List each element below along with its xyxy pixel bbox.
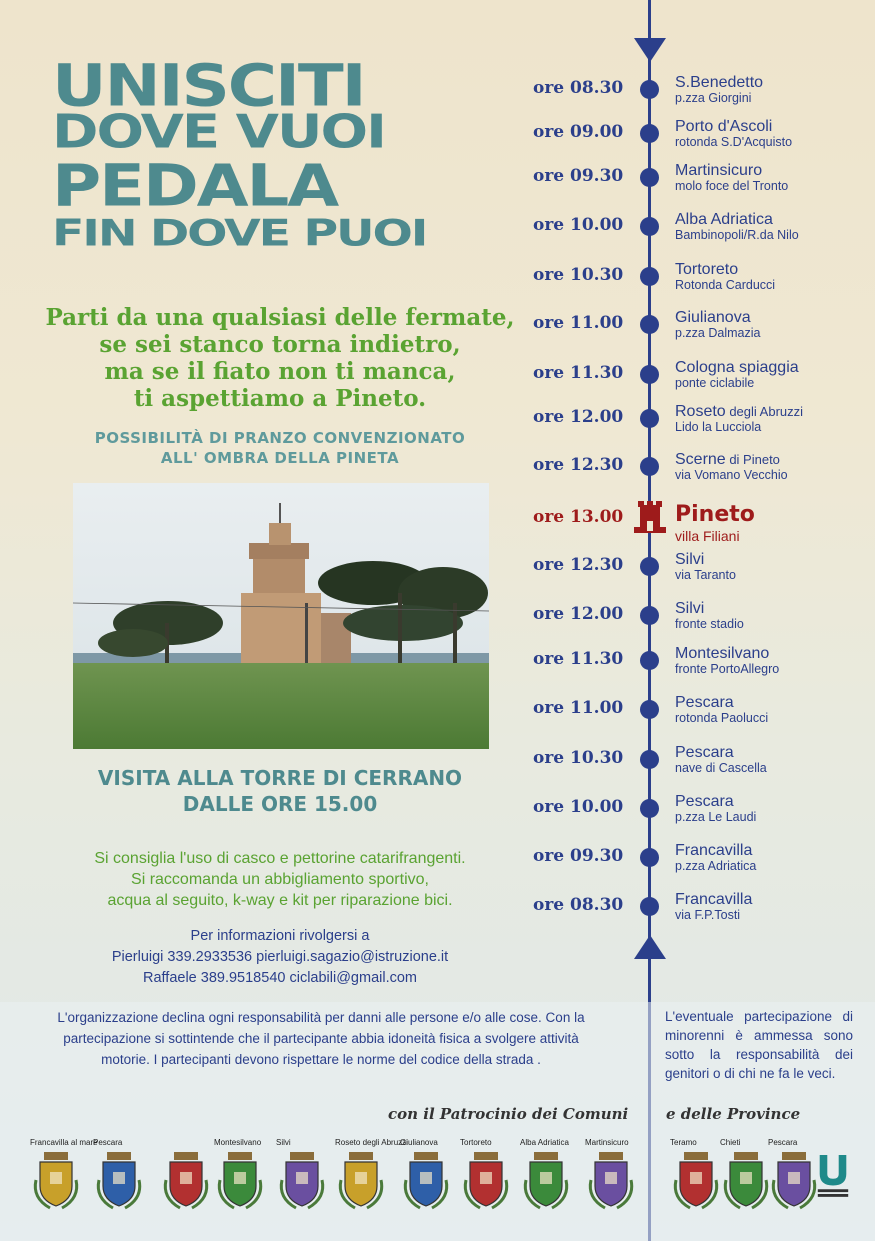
stop-marker [640, 168, 659, 187]
stop-time: ore 11.00 [533, 698, 624, 718]
stop-marker [640, 217, 659, 236]
provincia-crest-icon [768, 1150, 820, 1212]
comune-crest-label: Martinsicuro [585, 1138, 629, 1147]
stop-place-name: Porto d'Ascoli [675, 118, 773, 135]
headline-line-3: PEDALA [52, 153, 338, 221]
comune-crest-icon [400, 1150, 452, 1212]
headline-line-1: UNISCITI [52, 53, 365, 121]
stop-place [675, 119, 772, 135]
stop-time: ore 12.30 [533, 555, 624, 575]
stop-place [675, 601, 704, 617]
stop-place [675, 75, 763, 91]
stop-place-extra: di Pineto [725, 452, 780, 467]
stop-place [675, 262, 738, 278]
comune-crest-label: Francavilla al mare [30, 1138, 98, 1147]
comune-crest-label: Silvi [276, 1138, 291, 1147]
stop-marker [640, 80, 659, 99]
intro-line: ma se il fiato non ti manca, [104, 358, 456, 385]
patronage-province: e delle Province [666, 1105, 801, 1123]
contacts [80, 926, 480, 989]
stop-place-name: Scerne [675, 451, 726, 468]
stop-time: ore 12.00 [533, 407, 624, 427]
stop-time: ore 12.30 [533, 455, 624, 475]
headline-line-4: FIN DOVE PUOI [52, 212, 427, 255]
stop-time: ore 12.00 [533, 604, 624, 624]
stop-time: ore 09.30 [533, 166, 624, 186]
contacts-heading: Per informazioni rivolgersi a [190, 928, 370, 944]
lunch-line: POSSIBILITÀ DI PRANZO CONVENZIONATO [94, 429, 466, 447]
stop-address: p.zza Adriatica [675, 859, 757, 873]
stop-place-name: Martinsicuro [675, 162, 763, 179]
stop-address: p.zza Dalmazia [675, 326, 761, 340]
advice-text [20, 848, 540, 911]
stop-time: ore 08.30 [533, 895, 624, 915]
stop-time: ore 09.00 [533, 122, 624, 142]
stop-marker [640, 557, 659, 576]
comune-crest-label: Montesilvano [214, 1138, 262, 1147]
stop-place-name: Tortoreto [675, 261, 739, 278]
headline-line-2: DOVE VUOI [52, 105, 385, 160]
stop-marker [640, 897, 659, 916]
stop-marker [640, 365, 659, 384]
stop-marker [640, 799, 659, 818]
minors-note: L'eventuale partecipazione di minorenni è ammessa sono sotto la responsabilità dei genitori o di chi ne fa le veci. [665, 1009, 853, 1081]
stop-address: p.zza Le Laudi [675, 810, 757, 824]
stop-place [675, 452, 780, 468]
intro-text [30, 304, 530, 412]
stop-time: ore 10.00 [533, 215, 624, 235]
disclaimer-line: partecipazione si sottintende che il partecipante abbia idoneità fisica a svolgere attività [63, 1031, 579, 1046]
stop-marker [640, 606, 659, 625]
provincia-logo-icon [814, 1150, 852, 1200]
headline [52, 53, 522, 255]
stop-time: ore 09.30 [533, 846, 624, 866]
stop-place-name: S.Benedetto [675, 74, 764, 91]
provincia-crest-icon [720, 1150, 772, 1212]
stop-place [675, 552, 704, 568]
stop-address: molo foce del Tronto [675, 179, 789, 193]
stop-place [675, 404, 803, 420]
stop-address: Rotonda Carducci [675, 278, 776, 292]
stop-place [675, 310, 751, 326]
stop-place-name: Pescara [675, 744, 734, 761]
contact-pierluigi: Pierluigi 339.2933536 pierluigi.sagazio@istruzione.it [111, 949, 449, 965]
arrow-up-icon [634, 935, 666, 959]
comune-crest-icon [276, 1150, 328, 1212]
stop-place-name: Pescara [675, 793, 734, 810]
comune-crest-icon [335, 1150, 387, 1212]
stop-address: p.zza Giorgini [675, 91, 752, 105]
stop-place-name: Montesilvano [675, 645, 770, 662]
stop-address: rotonda Paolucci [675, 711, 769, 725]
lunch-note [30, 428, 530, 468]
disclaimer-line: motorie. I partecipanti devono rispettare le norme del codice della strada . [101, 1052, 541, 1067]
intro-line: ti aspettiamo a Pineto. [133, 385, 427, 412]
comune-crest-icon [520, 1150, 572, 1212]
stop-address: via F.P.Tosti [675, 908, 741, 922]
advice-line: Si raccomanda un abbigliamento sportivo, [131, 871, 429, 888]
stop-marker [640, 651, 659, 670]
comune-crest-icon [160, 1150, 212, 1212]
stop-place [675, 212, 773, 228]
intro-line: se sei stanco torna indietro, [99, 331, 461, 358]
comune-crest-icon [214, 1150, 266, 1212]
stop-place [675, 892, 752, 908]
provincia-crest-label: Chieti [720, 1138, 741, 1147]
stop-marker [640, 124, 659, 143]
visit-line: DALLE ORE 15.00 [182, 792, 378, 816]
stop-place-name: Cologna spiaggia [675, 359, 799, 376]
disclaimer [10, 1007, 632, 1070]
provincia-crest-label: Teramo [670, 1138, 697, 1147]
comune-crest-icon [93, 1150, 145, 1212]
patronage-comuni: con il Patrocinio dei Comuni [388, 1105, 629, 1123]
stop-place [675, 695, 734, 711]
stop-place [675, 745, 734, 761]
stop-place [675, 794, 734, 810]
stop-place [675, 646, 769, 662]
arrow-down-icon [634, 38, 666, 62]
stop-place [675, 360, 799, 376]
stop-place-extra: degli Abruzzi [725, 404, 804, 419]
lunch-line: ALL' OMBRA DELLA PINETA [160, 449, 400, 467]
provincia-crest-label: Pescara [768, 1138, 798, 1147]
contact-raffaele: Raffaele 389.9518540 ciclabili@gmail.com [143, 970, 417, 986]
stop-marker [640, 750, 659, 769]
disclaimer-line: L'organizzazione declina ogni responsabilità per danni alle persone e/o alle cose. Con la [57, 1010, 585, 1025]
stop-time: ore 11.30 [533, 363, 624, 383]
stop-marker [640, 409, 659, 428]
stop-time: ore 11.00 [533, 313, 624, 333]
stop-address: fronte PortoAllegro [675, 662, 780, 676]
intro-line: Parti da una qualsiasi delle fermate, [45, 304, 515, 331]
tower-icon [630, 497, 670, 537]
highlight-place: Pineto [675, 502, 755, 527]
highlight-sub: villa Filiani [675, 528, 740, 544]
stop-place [675, 843, 752, 859]
stop-address: ponte ciclabile [675, 376, 755, 390]
stop-address: fronte stadio [675, 617, 744, 631]
stop-place-name: Francavilla [675, 891, 753, 908]
stop-place-name: Silvi [675, 600, 705, 617]
comune-crest-label: Tortoreto [460, 1138, 492, 1147]
comune-crest-label: Giulianova [400, 1138, 438, 1147]
visit-note [30, 765, 530, 817]
comune-crest-icon [30, 1150, 82, 1212]
visit-line: VISITA ALLA TORRE DI CERRANO [97, 766, 463, 790]
stop-place-name: Giulianova [675, 309, 751, 326]
stop-place [675, 163, 762, 179]
stop-place-name: Francavilla [675, 842, 753, 859]
comune-crest-label: Pescara [93, 1138, 123, 1147]
advice-line: Si consiglia l'uso di casco e pettorine catarifrangenti. [94, 850, 466, 867]
stop-address: Lido la Lucciola [675, 420, 762, 434]
stop-place-name: Silvi [675, 551, 705, 568]
stop-address: via Vomano Vecchio [675, 468, 788, 482]
stop-marker [640, 848, 659, 867]
torre-cerrano-photo [73, 483, 489, 749]
stop-time: ore 10.30 [533, 748, 624, 768]
stop-place-name: Roseto [675, 403, 726, 420]
stop-time: ore 10.30 [533, 265, 624, 285]
provincia-crest-icon [670, 1150, 722, 1212]
stop-address: rotonda S.D'Acquisto [675, 135, 793, 149]
stop-place-name: Pescara [675, 694, 734, 711]
stop-place-name: Alba Adriatica [675, 211, 773, 228]
stop-marker [640, 700, 659, 719]
comune-crest-label: Alba Adriatica [520, 1138, 569, 1147]
comune-crest-icon [585, 1150, 637, 1212]
stop-marker [640, 457, 659, 476]
stop-time: ore 11.30 [533, 649, 624, 669]
stop-time: ore 08.30 [533, 78, 624, 98]
stop-address: nave di Cascella [675, 761, 767, 775]
stop-address: Bambinopoli/R.da Nilo [675, 228, 799, 242]
highlight-time: ore 13.00 [533, 507, 624, 527]
comune-crest-label: Roseto degli Abruzzi [335, 1138, 408, 1147]
stop-address: via Taranto [675, 568, 736, 582]
comune-crest-icon [460, 1150, 512, 1212]
stop-marker [640, 315, 659, 334]
stop-marker [640, 267, 659, 286]
advice-line: acqua al seguito, k-way e kit per riparazione bici. [107, 892, 453, 909]
stop-time: ore 10.00 [533, 797, 624, 817]
